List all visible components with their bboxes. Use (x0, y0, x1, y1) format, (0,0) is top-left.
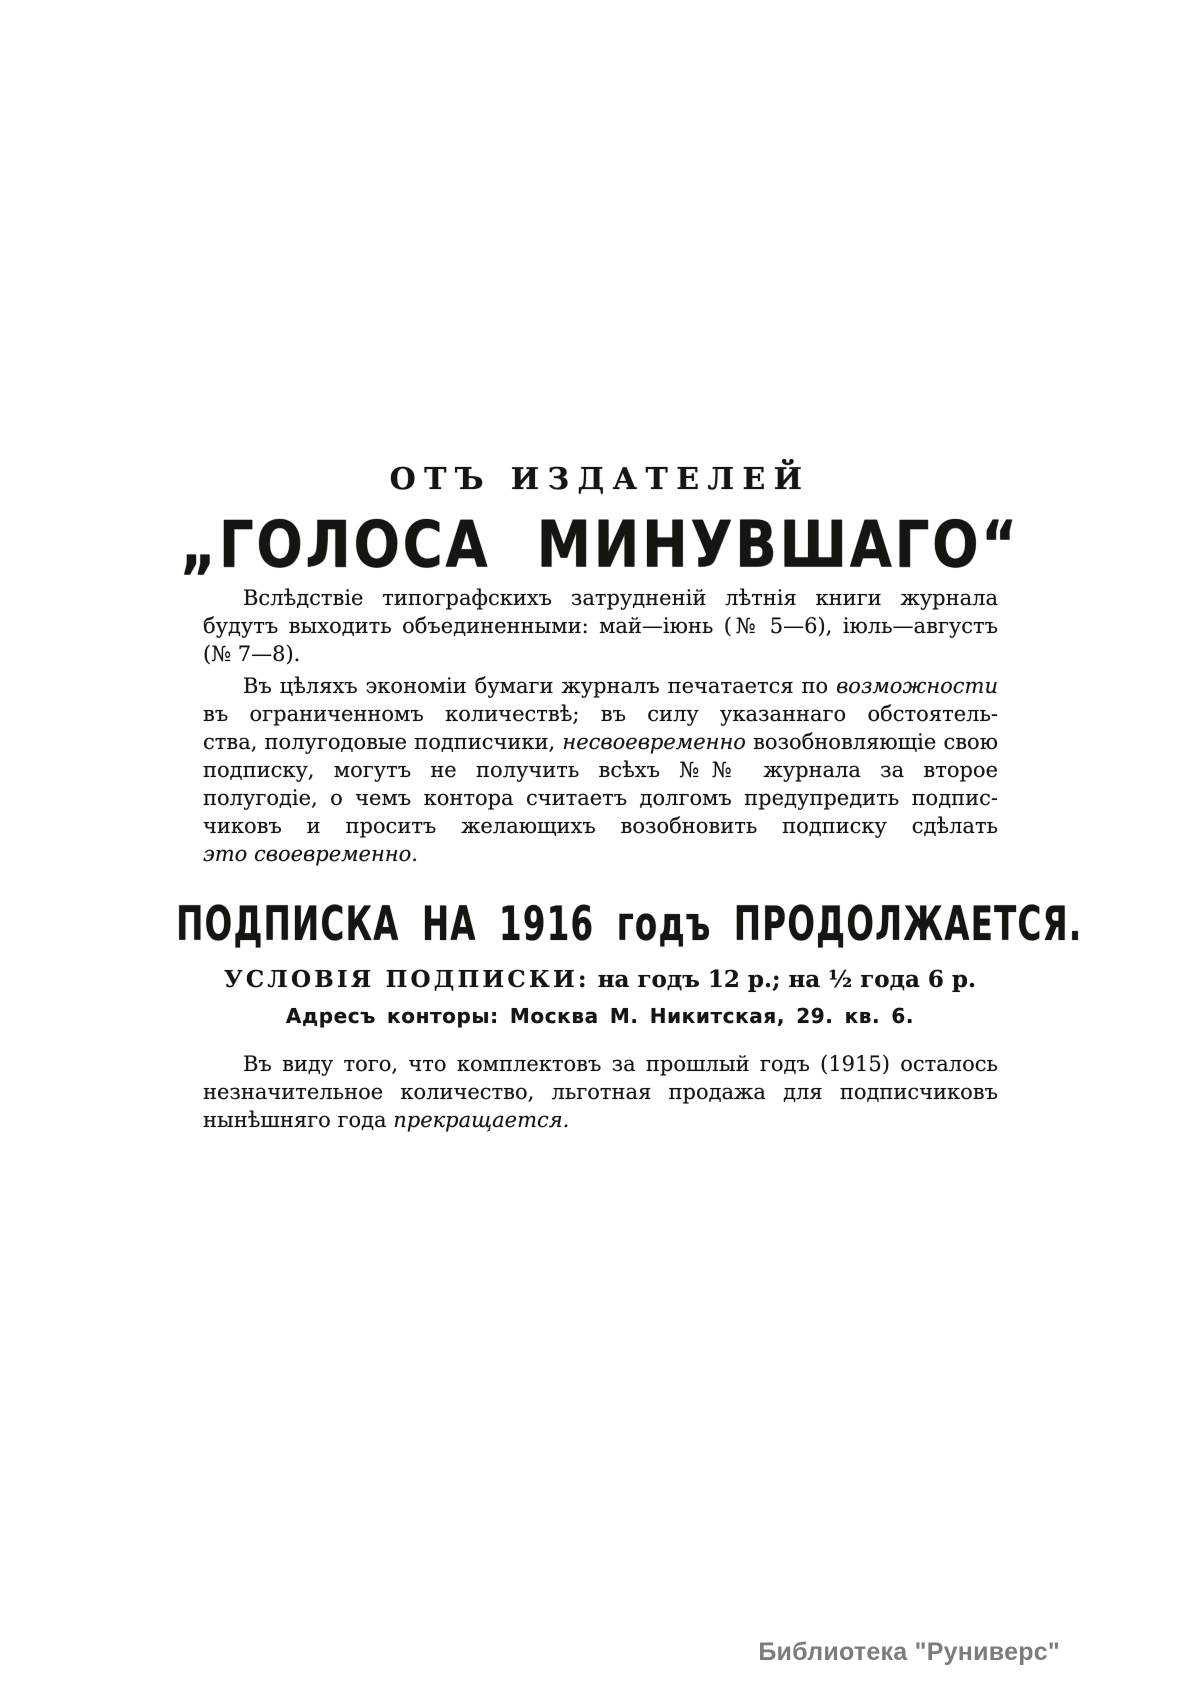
paragraph-2-line-1-italic: возможности (836, 674, 998, 698)
paragraph-1 (203, 584, 998, 668)
office-address: Адресъ конторы: Москва М. Никитская, 29. кв. 6. (285, 1004, 915, 1028)
conditions-label: УСЛОВІЯ ПОДПИСКИ: (224, 966, 590, 993)
conditions-terms: на годъ 12 р.; на ½ года 6 р. (589, 966, 976, 993)
paragraph-2-line-7: это своевременно. (203, 842, 418, 866)
paragraph-2-line-1 (203, 672, 998, 700)
publisher-header: ОТЪ ИЗДАТЕЛЕЙ (389, 462, 811, 497)
paragraph-3-line-3-text: нынѣшняго года (203, 1108, 394, 1132)
paragraph-2-line-3 (203, 728, 998, 756)
paragraph-2-line-3-text-a: ства, полугодовые подписчики, (203, 730, 563, 754)
paragraph-1-line-3: (№ 7—8). (203, 642, 301, 666)
paragraph-3-line-1: Въ виду того, что комплектовъ за прошлый годъ (1915) осталось (243, 1052, 998, 1076)
journal-title (0, 506, 1200, 582)
paragraph-2-line-6: чиковъ и проситъ желающихъ возобновить подписку сдѣлать (203, 814, 998, 838)
paragraph-2-line-4: подписку, могутъ не получить всѣхъ №№ журнала за второе (203, 758, 998, 782)
subscription-heading-text: ПОДПИСКА НА 1916 годъ ПРОДОЛЖАЕТСЯ. (176, 896, 1083, 952)
paragraph-2 (203, 672, 998, 868)
subscription-conditions (0, 966, 1200, 993)
paragraph-3 (203, 1050, 998, 1134)
journal-title-text: „ГОЛОСА МИНУВШАГО“ (180, 506, 1020, 582)
paragraph-1-line-2: будутъ выходить объединенными: май—іюнь (№ 5—6), іюль—августъ (203, 614, 998, 638)
runivers-library-watermark: Библиотека "Руниверс" (758, 1638, 1060, 1666)
paragraph-2-line-1-text: Въ цѣляхъ экономіи бумаги журналъ печатается по (243, 674, 837, 698)
paragraph-3-line-3 (203, 1106, 998, 1134)
paragraph-2-line-3-italic: несвоевременно (562, 730, 746, 754)
subscription-heading (0, 896, 1200, 952)
paragraph-2-line-2: въ ограниченномъ количествѣ; въ силу указаннаго обстоятель- (203, 702, 998, 726)
paragraph-2-line-5: полугодіе, о чемъ контора считаетъ долгомъ предупредить подпис- (203, 786, 998, 810)
paragraph-3-line-3-italic: прекращается. (393, 1108, 570, 1132)
paragraph-2-line-3-text-b: возобновляющіе свою (745, 730, 998, 754)
paragraph-3-line-2: незначительное количество, льготная продажа для подписчиковъ (203, 1080, 998, 1104)
paragraph-1-line-1: Вслѣдствіе типографскихъ затрудненій лѣтнія книги журнала (243, 586, 998, 610)
